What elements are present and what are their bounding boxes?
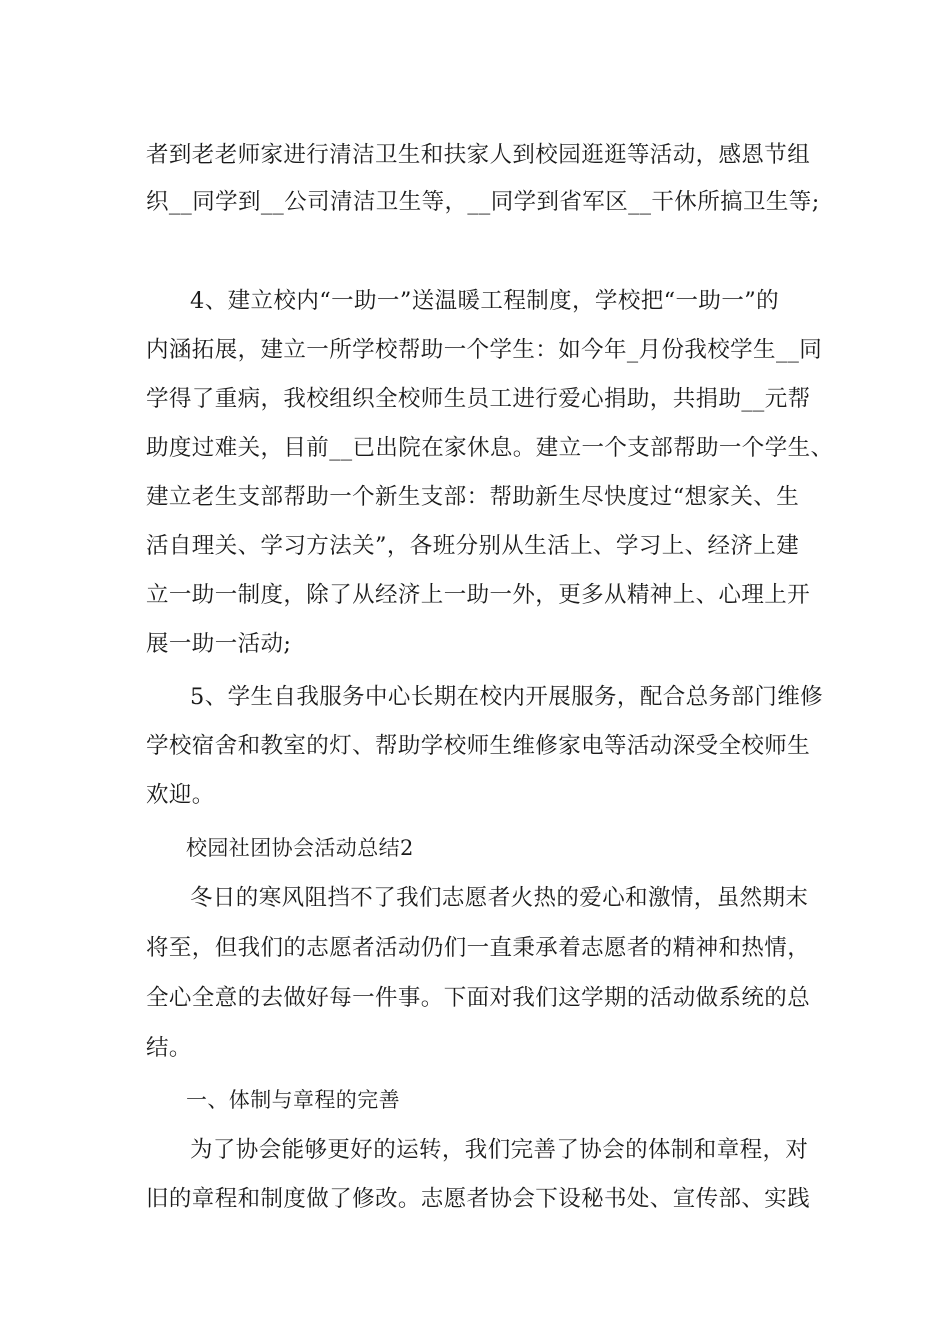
paragraph-line: 助度过难关，目前__已出院在家休息。建立一个支部帮助一个学生、 — [146, 435, 834, 461]
paragraph-line: 4、建立校内“一助一”送温暖工程制度，学校把“一助一”的 — [190, 288, 780, 314]
paragraph-line: 欢迎。 — [146, 782, 215, 808]
paragraph-line: 全心全意的去做好每一件事。下面对我们这学期的活动做系统的总 — [146, 985, 811, 1011]
paragraph-line: 为了协会能够更好的运转，我们完善了协会的体制和章程，对 — [190, 1137, 809, 1163]
paragraph-line: 学得了重病，我校组织全校师生员工进行爱心捐助，共捐助__元帮 — [146, 386, 811, 412]
paragraph-line: 学校宿舍和教室的灯、帮助学校师生维修家电等活动深受全校师生 — [146, 733, 811, 759]
paragraph-line: 结。 — [146, 1035, 192, 1061]
paragraph-line: 冬日的寒风阻挡不了我们志愿者火热的爱心和激情，虽然期末 — [190, 885, 809, 911]
paragraph-line: 5、学生自我服务中心长期在校内开展服务，配合总务部门维修 — [190, 684, 824, 710]
paragraph-line: 织__同学到__公司清洁卫生等，__同学到省军区__干休所搞卫生等; — [146, 189, 820, 215]
paragraph-line: 内涵拓展，建立一所学校帮助一个学生：如今年_月份我校学生__同 — [146, 337, 823, 363]
paragraph-line: 者到老老师家进行清洁卫生和扶家人到校园逛逛等活动，感恩节组 — [146, 142, 811, 168]
section-title: 校园社团协会活动总结2 — [186, 836, 414, 860]
paragraph-line: 旧的章程和制度做了修改。志愿者协会下设秘书处、宣传部、实践 — [146, 1186, 811, 1212]
paragraph-line: 活自理关、学习方法关”，各班分别从生活上、学习上、经济上建 — [146, 533, 800, 559]
section-heading: 一、体制与章程的完善 — [186, 1088, 400, 1112]
paragraph-line: 建立老生支部帮助一个新生支部：帮助新生尽快度过“想家关、生 — [146, 484, 800, 510]
paragraph-line: 将至，但我们的志愿者活动仍们一直秉承着志愿者的精神和热情， — [146, 935, 811, 961]
paragraph-line: 立一助一制度，除了从经济上一助一外，更多从精神上、心理上开 — [146, 582, 811, 608]
paragraph-line: 展一助一活动; — [146, 631, 292, 657]
